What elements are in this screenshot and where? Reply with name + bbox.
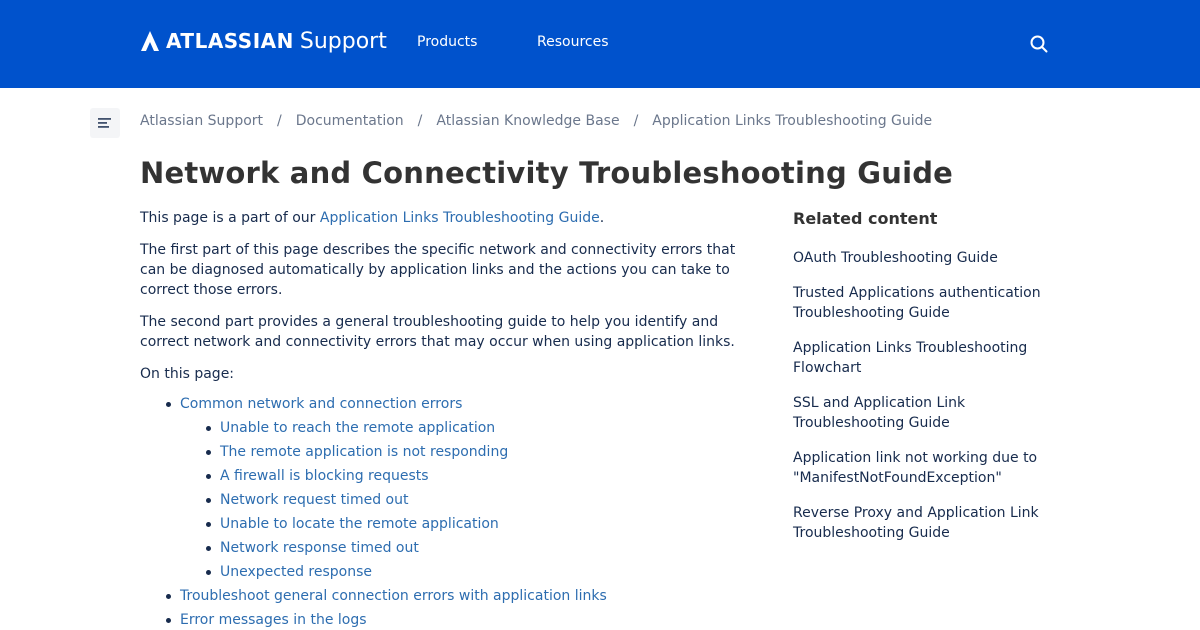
toc-link[interactable]: Network request timed out bbox=[220, 492, 409, 508]
atlassian-support-logo[interactable] bbox=[140, 28, 387, 54]
menu-lines-icon bbox=[98, 117, 112, 129]
related-link[interactable]: OAuth Troubleshooting Guide bbox=[793, 250, 998, 266]
intro-paragraph bbox=[140, 208, 740, 228]
related-link[interactable]: Application Links Troubleshooting Flowchart bbox=[793, 340, 1028, 376]
main-content bbox=[140, 208, 740, 630]
related-link[interactable]: Trusted Applications authentication Troubleshooting Guide bbox=[793, 285, 1041, 321]
breadcrumb-separator: / bbox=[417, 113, 423, 129]
toc-item bbox=[140, 444, 740, 468]
breadcrumb-item[interactable]: Documentation bbox=[295, 113, 404, 129]
search-icon bbox=[1028, 33, 1050, 55]
body-paragraph: The first part of this page describes the specific network and connectivity errors that can be diagnosed automatically by application links and the actions you can take to correct those errors. bbox=[140, 242, 736, 298]
page-title: Network and Connectivity Troubleshooting Guide bbox=[140, 156, 954, 190]
toc-link[interactable]: Network response timed out bbox=[220, 540, 419, 556]
top-navigation bbox=[0, 0, 1200, 88]
toc-link[interactable]: Troubleshoot general connection errors with application links bbox=[180, 588, 607, 604]
toc-item bbox=[140, 564, 740, 588]
toc-link[interactable]: Unexpected response bbox=[220, 564, 372, 580]
body-paragraph: The second part provides a general troubleshooting guide to help you identify and correct network and connectivity errors that may occur when using application links. bbox=[140, 314, 735, 350]
toc-item bbox=[140, 420, 740, 444]
toc-item bbox=[140, 612, 740, 630]
toc-label: On this page: bbox=[140, 366, 235, 382]
toc-item bbox=[140, 468, 740, 492]
breadcrumb-item[interactable]: Atlassian Knowledge Base bbox=[436, 113, 620, 129]
search-button[interactable] bbox=[1028, 33, 1050, 55]
toc-item bbox=[140, 396, 740, 420]
toc-item bbox=[140, 540, 740, 564]
toc-link[interactable]: Error messages in the logs bbox=[180, 612, 367, 628]
intro-prefix: This page is a part of our bbox=[140, 210, 320, 226]
breadcrumb-separator: / bbox=[277, 113, 282, 129]
toc-link[interactable]: Unable to reach the remote application bbox=[220, 420, 496, 436]
atlassian-logo-icon bbox=[140, 30, 160, 52]
app-links-guide-link[interactable]: Application Links Troubleshooting Guide bbox=[319, 210, 600, 226]
related-link[interactable]: SSL and Application Link Troubleshooting Guide bbox=[793, 395, 966, 431]
toc-link[interactable]: A firewall is blocking requests bbox=[220, 468, 429, 484]
intro-suffix: . bbox=[599, 210, 605, 226]
logo-brand-text: ATLASSIAN bbox=[166, 29, 294, 53]
toc-link[interactable]: Common network and connection errors bbox=[180, 396, 463, 412]
nav-products[interactable]: Products bbox=[417, 34, 478, 50]
toc-item bbox=[140, 588, 740, 612]
sidebar-toggle-button[interactable] bbox=[90, 108, 120, 138]
breadcrumb bbox=[140, 113, 932, 129]
nav-resources[interactable]: Resources bbox=[537, 34, 609, 50]
related-link[interactable]: Application link not working due to "ManifestNotFoundException" bbox=[793, 450, 1038, 486]
breadcrumb-item[interactable]: Application Links Troubleshooting Guide bbox=[652, 113, 933, 129]
logo-product-text: Support bbox=[299, 28, 387, 54]
related-content-panel bbox=[793, 208, 1063, 558]
toc-link[interactable]: Unable to locate the remote application bbox=[220, 516, 499, 532]
toc-link[interactable]: The remote application is not responding bbox=[220, 444, 509, 460]
related-content-heading: Related content bbox=[793, 209, 938, 228]
table-of-contents bbox=[140, 396, 740, 630]
toc-item bbox=[140, 492, 740, 516]
breadcrumb-item[interactable]: Atlassian Support bbox=[140, 113, 264, 129]
toc-item bbox=[140, 516, 740, 540]
related-link[interactable]: Reverse Proxy and Application Link Troubleshooting Guide bbox=[793, 505, 1039, 541]
breadcrumb-separator: / bbox=[633, 113, 639, 129]
